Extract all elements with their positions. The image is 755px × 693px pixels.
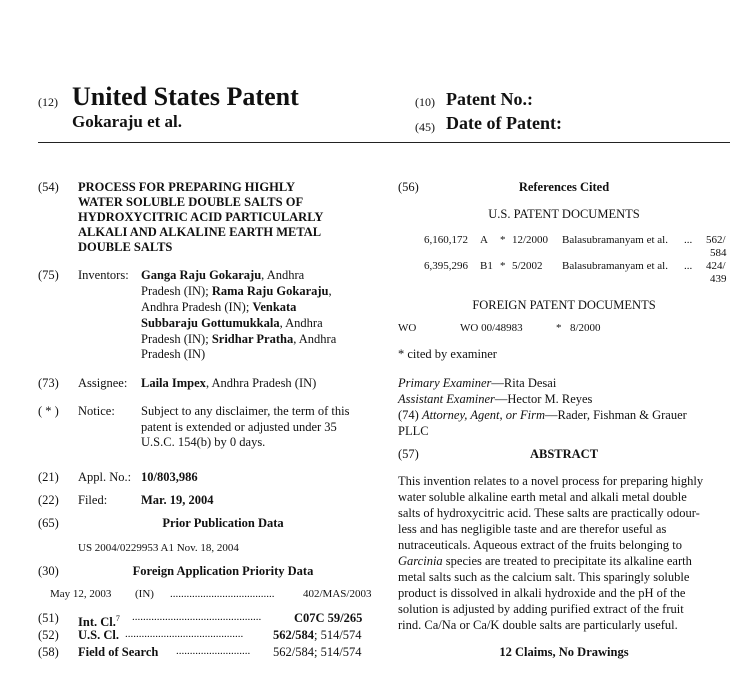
notice-line-2: patent is extended or adjusted under 35	[141, 420, 337, 434]
prior-publication-heading: Prior Publication Data	[162, 516, 284, 530]
title-line-3: HYDROXYCITRIC ACID PARTICULARLY	[78, 210, 324, 224]
primary-examiner: Primary Examiner—Rita Desai	[398, 376, 557, 390]
int-cl-dots: ...............................................	[132, 611, 262, 623]
code-22: (22)	[38, 493, 59, 507]
appl-no-value: 10/803,986	[141, 470, 198, 484]
abstract-line-5: nutraceuticals. Aqueous extract of the fruits belonging to	[398, 538, 682, 552]
abstract-line-8: product is dissolved in alkali hydroxide and the pH of the	[398, 586, 686, 600]
us-doc-2-num: 6,395,296	[424, 260, 468, 272]
code-21: (21)	[38, 470, 59, 484]
code-51: (51)	[38, 611, 59, 625]
abstract-line-1: This invention relates to a novel process for preparing highly	[398, 474, 704, 488]
us-patent-documents-heading: U.S. PATENT DOCUMENTS	[488, 207, 640, 221]
us-doc-1-num: 6,160,172	[424, 234, 468, 246]
us-doc-2-star: *	[500, 260, 506, 272]
us-doc-2-date: 5/2002	[512, 260, 543, 272]
attorney-line-2: PLLC	[398, 424, 429, 438]
code-58: (58)	[38, 645, 59, 659]
inventors-line-5: Pradesh (IN); Sridhar Pratha, Andhra	[141, 332, 337, 346]
claims-summary: 12 Claims, No Drawings	[499, 645, 629, 659]
assignee-label: Assignee:	[78, 376, 128, 390]
abstract-line-9: solution is adjusted by adding purified extract of the fruit	[398, 602, 684, 616]
code-30: (30)	[38, 564, 59, 578]
code-45: (45)	[415, 120, 435, 134]
title-line-5: DOUBLE SALTS	[78, 240, 173, 254]
inventors-line-4: Subbaraju Gottumukkala, Andhra	[141, 316, 323, 330]
inventors-line-3: Andhra Pradesh (IN); Venkata	[141, 300, 297, 314]
code-56: (56)	[398, 180, 419, 194]
abstract-line-7: metal salts such as the calcium salt. This sparingly soluble	[398, 570, 690, 584]
abstract-line-10: rind. Ca/Na or Ca/K double salts are particularly useful.	[398, 618, 678, 632]
code-57: (57)	[398, 447, 419, 461]
filed-label: Filed:	[78, 493, 108, 507]
priority-dots: ......................................	[170, 588, 275, 600]
us-doc-2-dots: ...	[684, 260, 693, 272]
cited-by-examiner: * cited by examiner	[398, 347, 497, 361]
field-of-search-label: Field of Search	[78, 645, 159, 659]
title-line-1: PROCESS FOR PREPARING HIGHLY	[78, 180, 296, 194]
code-10: (10)	[415, 95, 435, 109]
notice-line-3: U.S.C. 154(b) by 0 days.	[141, 435, 266, 449]
code-52: (52)	[38, 628, 59, 642]
foreign-priority-heading: Foreign Application Priority Data	[132, 564, 314, 578]
us-doc-1-subclass: 584	[710, 247, 727, 259]
foreign-doc-num: WO 00/48983	[460, 322, 523, 334]
authors: Gokaraju et al.	[72, 112, 183, 131]
patent-title: United States Patent	[72, 82, 299, 111]
code-73: (73)	[38, 376, 59, 390]
us-doc-1-class: 562/	[706, 234, 726, 246]
references-cited-heading: References Cited	[518, 180, 610, 194]
priority-date: May 12, 2003	[50, 588, 112, 600]
us-doc-2-class: 424/	[706, 260, 726, 272]
abstract-heading: ABSTRACT	[529, 447, 599, 461]
patent-no-label: Patent No.:	[446, 89, 533, 109]
appl-no-label: Appl. No.:	[78, 470, 132, 484]
code-75: (75)	[38, 268, 59, 282]
notice-code: ( * )	[38, 404, 59, 418]
us-doc-2-subclass: 439	[710, 273, 727, 285]
us-cl-value: 562/584; 514/574	[273, 628, 362, 642]
abstract-line-3: salts of hydroxycitric acid. These salts are practically odour-	[398, 506, 700, 520]
header-rule	[38, 142, 730, 143]
field-of-search-dots: ...........................	[176, 645, 251, 657]
us-cl-label: U.S. Cl.	[78, 628, 119, 642]
title-line-2: WATER SOLUBLE DOUBLE SALTS OF	[78, 195, 304, 209]
prior-publication-line: US 2004/0229953 A1 Nov. 18, 2004	[78, 542, 239, 554]
us-doc-2-name: Balasubramanyam et al.	[562, 260, 668, 272]
foreign-doc-country: WO	[398, 322, 417, 334]
foreign-doc-date: 8/2000	[570, 322, 601, 334]
abstract-line-2: water soluble alkaline earth metal and alkali metal double	[398, 490, 687, 504]
date-of-patent-label: Date of Patent:	[446, 113, 562, 133]
attorney-line-1: (74) Attorney, Agent, or Firm—Rader, Fishman & Grauer	[398, 408, 687, 422]
int-cl-label: Int. Cl.$^7$	[78, 614, 120, 630]
title-line-4: ALKALI AND ALKALINE EARTH METAL	[78, 225, 322, 239]
inventors-line-1: Ganga Raju Gokaraju, Andhra	[141, 268, 305, 282]
inventors-label: Inventors:	[78, 268, 129, 282]
priority-number: 402/MAS/2003	[303, 588, 372, 600]
us-doc-1-date: 12/2000	[512, 234, 549, 246]
foreign-patent-documents-heading: FOREIGN PATENT DOCUMENTS	[472, 298, 656, 312]
us-cl-dots: ...........................................	[125, 628, 244, 640]
int-cl-value: C07C 59/265	[294, 611, 363, 625]
assignee-value: Laila Impex, Andhra Pradesh (IN)	[141, 376, 317, 390]
notice-line-1: Subject to any disclaimer, the term of this	[141, 404, 350, 418]
priority-country: (IN)	[135, 588, 154, 600]
us-doc-1-star: *	[500, 234, 506, 246]
code-54: (54)	[38, 180, 59, 194]
inventors-line-2: Pradesh (IN); Rama Raju Gokaraju,	[141, 284, 332, 298]
abstract-line-4: less and has negligible taste and are therefor useful as	[398, 522, 667, 536]
field-of-search-value: 562/584; 514/574	[273, 645, 362, 659]
code-65: (65)	[38, 516, 59, 530]
inventors-line-6: Pradesh (IN)	[141, 347, 206, 361]
us-doc-1-name: Balasubramanyam et al.	[562, 234, 668, 246]
code-12: (12)	[38, 95, 58, 109]
abstract-line-6: Garcinia species are treated to precipitate its alkaline earth	[398, 554, 692, 568]
us-doc-2-kind: B1	[480, 260, 493, 272]
notice-label: Notice:	[78, 404, 115, 418]
assistant-examiner: Assistant Examiner—Hector M. Reyes	[398, 392, 593, 406]
filed-value: Mar. 19, 2004	[141, 493, 214, 507]
us-doc-1-kind: A	[480, 234, 488, 246]
foreign-doc-star: *	[556, 322, 562, 334]
us-doc-1-dots: ...	[684, 234, 693, 246]
